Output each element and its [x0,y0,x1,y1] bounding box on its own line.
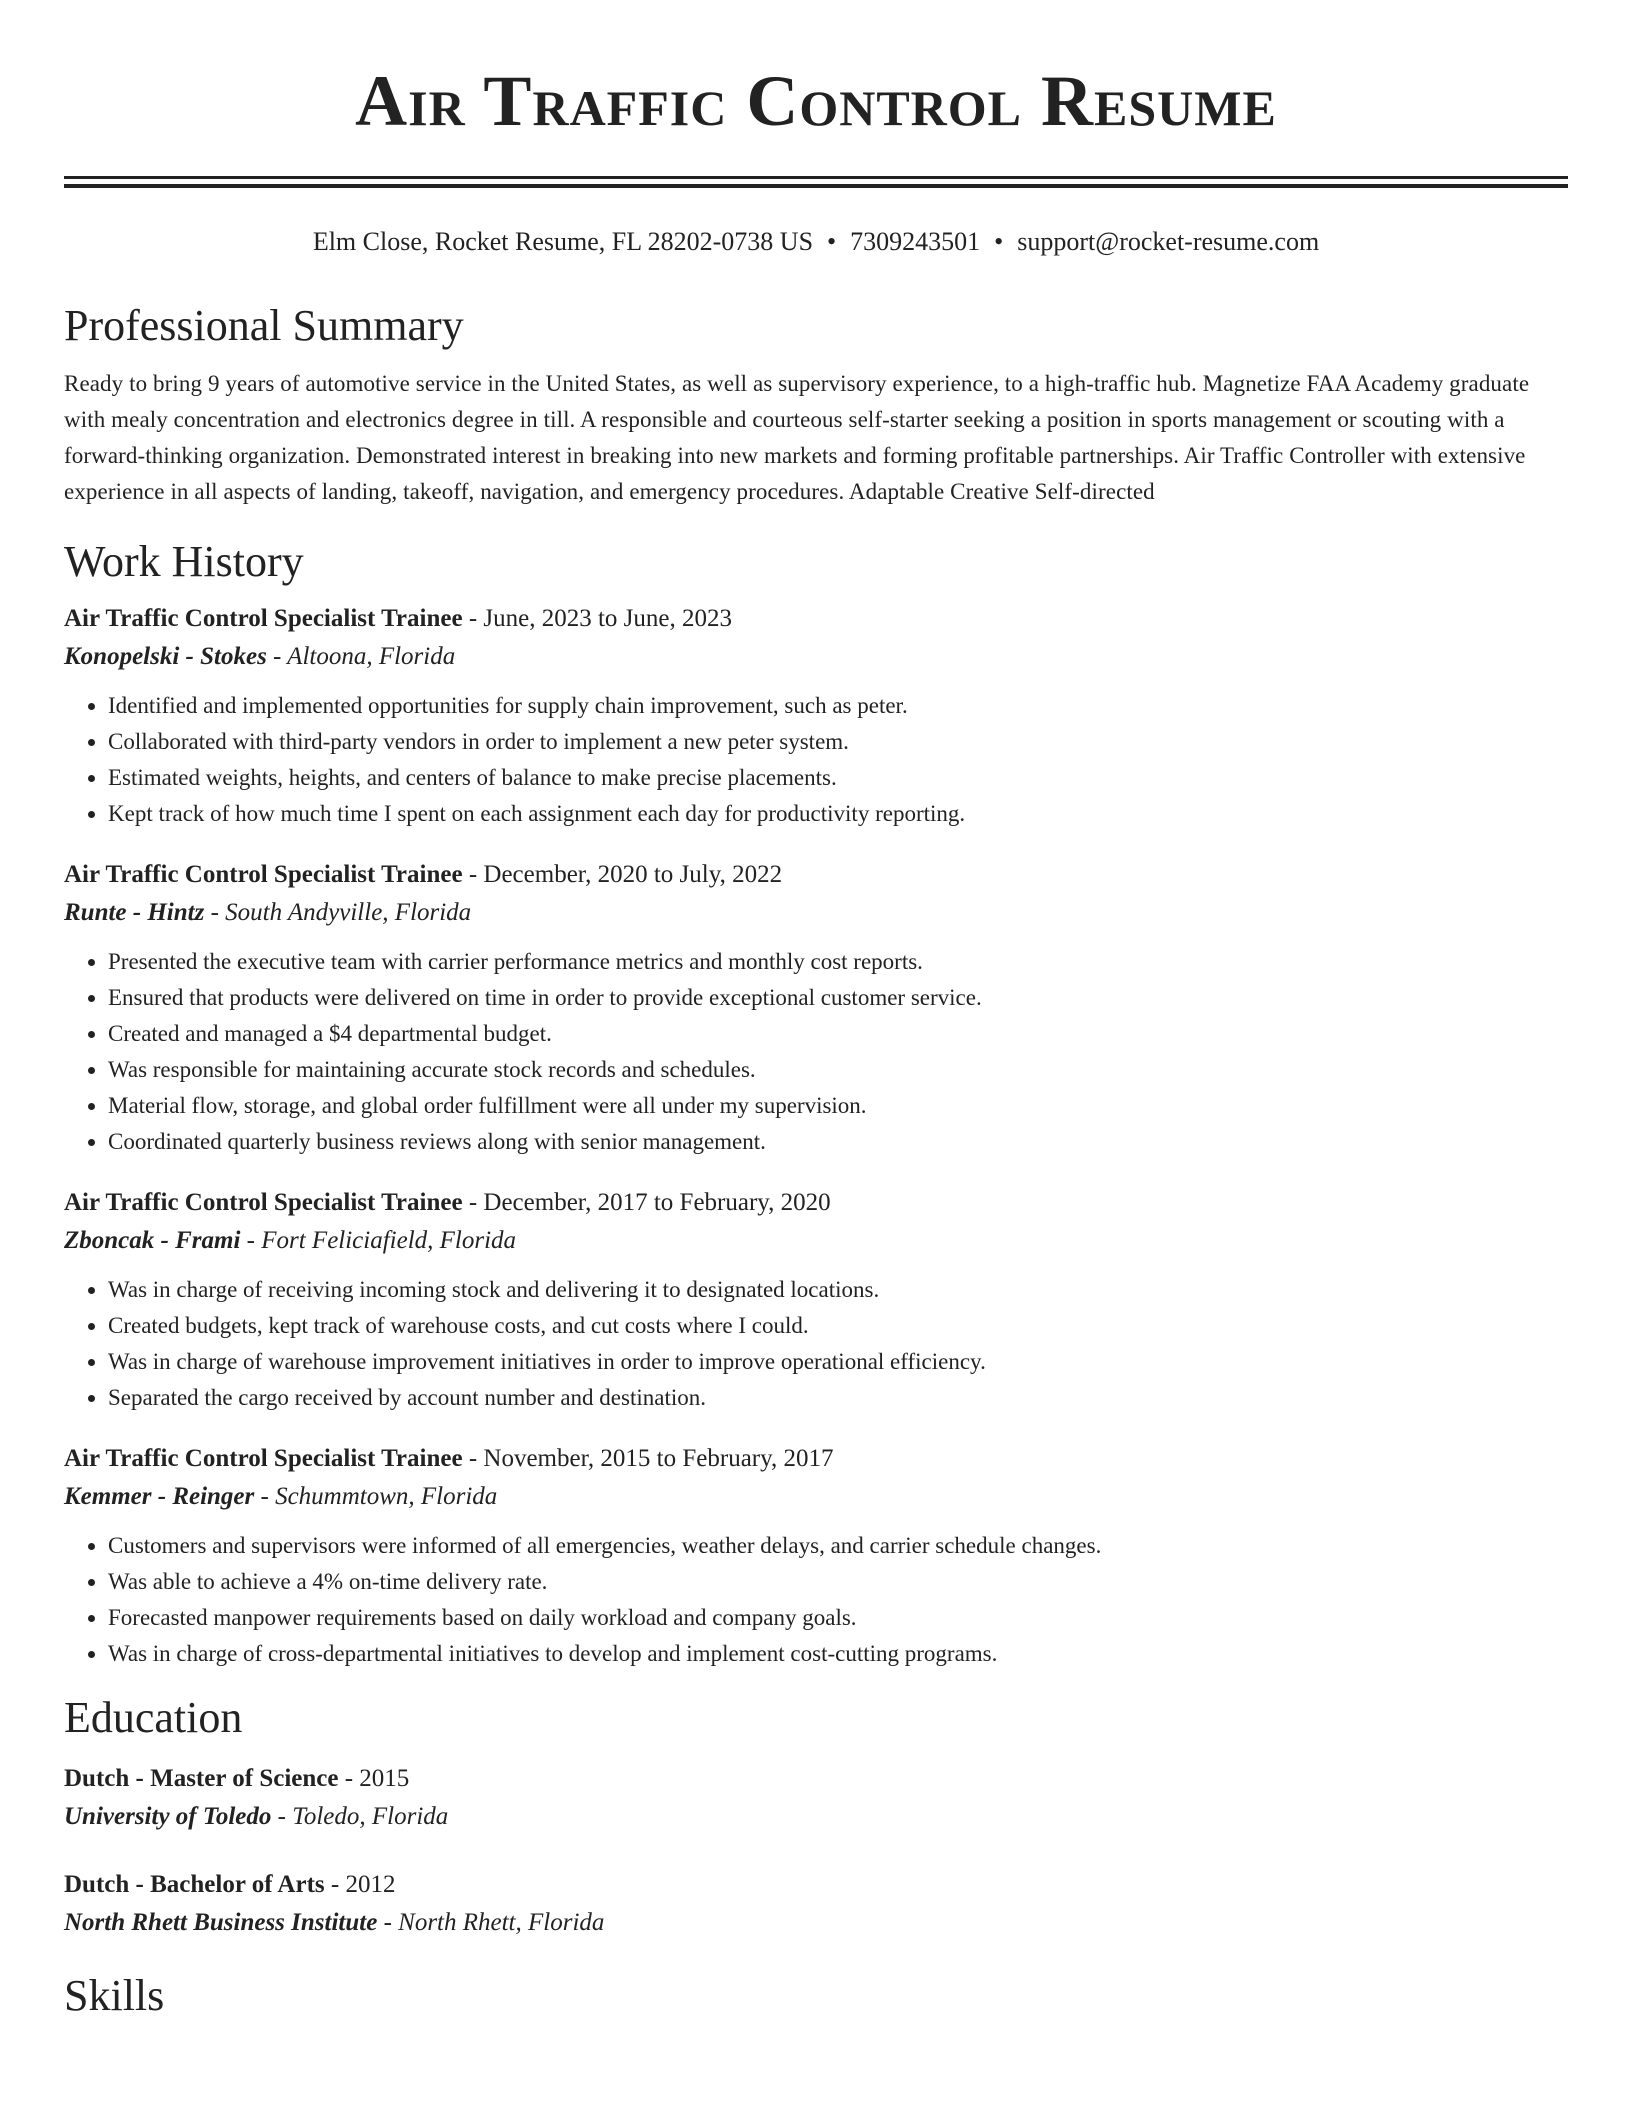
job-bullet: • Was responsible for maintaining accurate stock records and schedules. [108,1052,1568,1088]
job-bullet: • Kept track of how much time I spent on each assignment each day for productivity reporting. [108,796,1568,832]
job-dates: - December, 2020 to July, 2022 [462,861,783,888]
education-degree-line [64,1866,1568,1904]
job-bullet: • Created budgets, kept track of warehouse costs, and cut costs where I could. [108,1308,1568,1344]
education-entry [64,1866,1568,1942]
job-entry [64,1184,1568,1416]
education-school: North Rhett Business Institute [64,1909,378,1936]
job-title-line [64,856,1568,894]
education-entry [64,1760,1568,1836]
contact-phone: 7309243501 [850,227,981,256]
job-bullet: • Was in charge of cross-departmental initiatives to develop and implement cost-cutting programs. [108,1636,1568,1672]
education-school: University of Toledo [64,1803,272,1830]
work-history-heading: Work History [64,537,304,586]
contact-email: support@rocket-resume.com [1017,227,1320,256]
job-title-line [64,1184,1568,1222]
job-bullet: • Presented the executive team with carrier performance metrics and monthly cost reports. [108,944,1568,980]
education-degree-line [64,1760,1568,1798]
job-entry [64,856,1568,1160]
education-heading: Education [64,1693,243,1742]
job-bullet: • Created and managed a $4 departmental budget. [108,1016,1568,1052]
education-school-line [64,1798,1568,1836]
education-location: - Toledo, Florida [271,1803,449,1830]
contact-address: Elm Close, Rocket Resume, FL 28202-0738 US [312,227,814,256]
job-company-line [64,1478,1568,1516]
job-bullets [64,1272,1568,1416]
education-degree: Dutch - Master of Science [64,1765,339,1792]
job-bullet: • Estimated weights, heights, and centers of balance to make precise placements. [108,760,1568,796]
resume-page [64,0,1568,2024]
job-bullet: • Was in charge of warehouse improvement initiatives in order to improve operational efficiency. [108,1344,1568,1380]
education-year: - 2015 [338,1765,410,1792]
skills-heading: Skills [64,1971,165,2020]
job-dates: - June, 2023 to June, 2023 [462,605,732,632]
job-dates: - December, 2017 to February, 2020 [462,1189,831,1216]
summary-heading: Professional Summary [64,301,464,350]
job-bullet: • Forecasted manpower requirements based on daily workload and company goals. [108,1600,1568,1636]
job-bullet: • Coordinated quarterly business reviews along with senior management. [108,1124,1568,1160]
job-title-line [64,1440,1568,1478]
job-bullet: • Separated the cargo received by account number and destination. [108,1380,1568,1416]
job-company: Zboncak - Frami [64,1227,241,1254]
job-title: Air Traffic Control Specialist Trainee [64,861,463,888]
contact-line [64,222,1568,262]
job-company: Runte - Hintz [64,899,205,926]
job-bullet: • Customers and supervisors were informed of all emergencies, weather delays, and carrier schedule changes. [108,1528,1568,1564]
contact-separator: • [994,227,1004,256]
job-bullets [64,688,1568,832]
job-location: - Altoona, Florida [266,643,456,670]
job-bullet: • Ensured that products were delivered on time in order to provide exceptional customer service. [108,980,1568,1016]
job-company-line [64,894,1568,932]
job-company: Kemmer - Reinger [64,1483,255,1510]
job-entry [64,1440,1568,1672]
title-divider [64,176,1568,188]
job-location: - South Andyville, Florida [204,899,472,926]
summary-text: Ready to bring 9 years of automotive service in the United States, as well as supervisory experience, to a high-traffic hub. Magnetize FAA Academy graduate with mealy concentration and electronics degree in till. A responsible and courteous self-starter seeking a position in sports management or scouting with a forward-thinking organization. Demonstrated interest in breaking into new markets and forming profitable partnerships. Air Traffic Controller with extensive experience in all aspects of landing, takeoff, navigation, and emergency procedures. Adaptable Creative Self-directed [64,371,1530,504]
job-bullets [64,1528,1568,1672]
education-location: - North Rhett, Florida [377,1909,605,1936]
job-company: Konopelski - Stokes [64,643,267,670]
job-title-line [64,600,1568,638]
job-title: Air Traffic Control Specialist Trainee [64,1189,463,1216]
education-school-line [64,1904,1568,1942]
job-location: - Schummtown, Florida [254,1483,498,1510]
education-degree: Dutch - Bachelor of Arts [64,1871,325,1898]
job-title: Air Traffic Control Specialist Trainee [64,1445,463,1472]
job-bullet: • Identified and implemented opportunities for supply chain improvement, such as peter. [108,688,1568,724]
job-title: Air Traffic Control Specialist Trainee [64,605,463,632]
job-company-line [64,1222,1568,1260]
job-location: - Fort Feliciafield, Florida [240,1227,517,1254]
job-bullet: • Material flow, storage, and global order fulfillment were all under my supervision. [108,1088,1568,1124]
job-bullet: • Was able to achieve a 4% on-time delivery rate. [108,1564,1568,1600]
job-bullet: • Was in charge of receiving incoming stock and delivering it to designated locations. [108,1272,1568,1308]
job-dates: - November, 2015 to February, 2017 [462,1445,834,1472]
contact-separator: • [827,227,837,256]
job-bullets [64,944,1568,1160]
job-company-line [64,638,1568,676]
education-year: - 2012 [324,1871,396,1898]
resume-title: Air Traffic Control Resume [355,61,1277,141]
job-entry [64,600,1568,832]
job-bullet: • Collaborated with third-party vendors in order to implement a new peter system. [108,724,1568,760]
